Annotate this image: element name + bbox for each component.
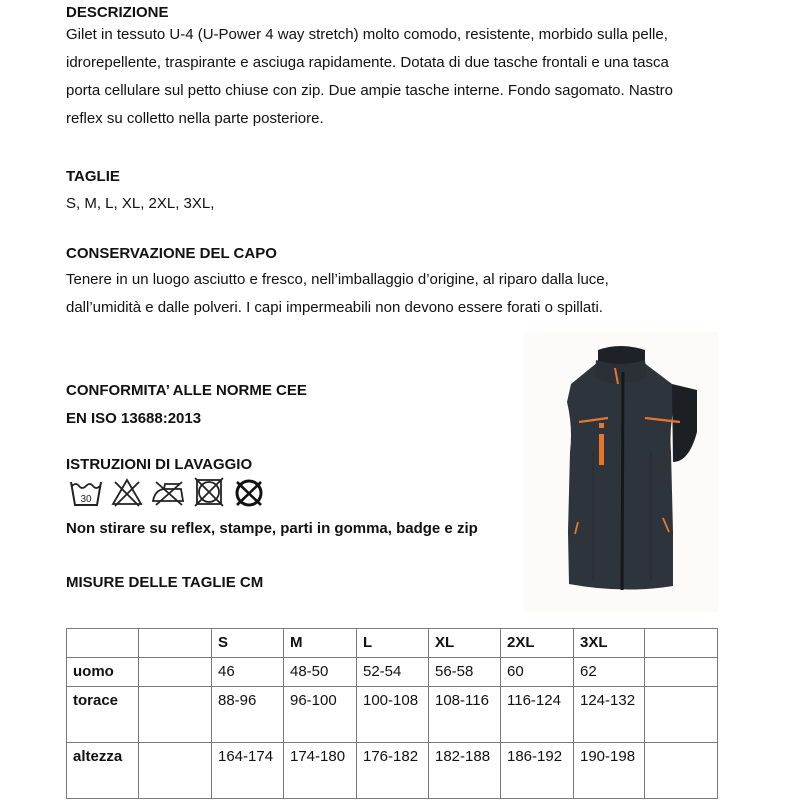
table-cell: 176-182 <box>357 743 429 799</box>
wash-temp-label: 30 <box>80 494 92 505</box>
no-iron-icon <box>150 476 186 508</box>
row-label: torace <box>67 687 139 743</box>
table-header-cell: M <box>284 629 357 658</box>
description-line: reflex su colletto nella parte posteriore. <box>66 110 324 127</box>
no-bleach-icon <box>111 476 143 508</box>
row-label: altezza <box>67 743 139 799</box>
table-cell: 96-100 <box>284 687 357 743</box>
table-header-cell: XL <box>429 629 501 658</box>
table-cell: 116-124 <box>501 687 574 743</box>
care-line: dall’umidità e dalle polveri. I capi impermeabili non devono essere forati o spillati. <box>66 299 603 316</box>
compliance-heading: CONFORMITA’ ALLE NORME CEE <box>66 382 307 399</box>
description-heading: DESCRIZIONE <box>66 4 169 21</box>
table-cell <box>139 658 212 687</box>
table-cell: 56-58 <box>429 658 501 687</box>
table-cell: 108-116 <box>429 687 501 743</box>
care-heading: CONSERVAZIONE DEL CAPO <box>66 245 277 262</box>
table-cell <box>139 687 212 743</box>
description-line: porta cellulare sul petto chiuse con zip. Due ampie tasche interne. Fondo sagomato. Nastro <box>66 82 674 99</box>
care-text <box>66 266 609 322</box>
care-line: Tenere in un luogo asciutto e fresco, nell’imballaggio d’origine, al riparo dalla luce, <box>66 271 609 288</box>
table-cell: 88-96 <box>212 687 284 743</box>
table-header-row <box>67 629 718 658</box>
description-text <box>66 21 673 133</box>
table-cell <box>645 658 718 687</box>
washing-note: Non stirare su reflex, stampe, parti in gomma, badge e zip <box>66 520 478 537</box>
description-line: Gilet in tessuto U-4 (U-Power 4 way stretch) molto comodo, resistente, morbido sulla pelle, <box>66 26 668 43</box>
table-cell: 100-108 <box>357 687 429 743</box>
no-dry-clean-icon <box>232 476 266 508</box>
table-cell: 164-174 <box>212 743 284 799</box>
wash-30-icon <box>68 476 104 508</box>
compliance-standard: EN ISO 13688:2013 <box>66 410 202 427</box>
table-header-cell: S <box>212 629 284 658</box>
table-cell <box>645 743 718 799</box>
table-cell: 52-54 <box>357 658 429 687</box>
wash-symbols <box>68 476 273 508</box>
table-cell: 182-188 <box>429 743 501 799</box>
table-header-cell: L <box>357 629 429 658</box>
table-cell: 62 <box>574 658 645 687</box>
no-tumble-dry-icon <box>193 476 225 508</box>
table-row <box>67 743 718 799</box>
description-line: idrorepellente, traspirante e asciuga rapidamente. Dotata di due tasche frontali e una tasca <box>66 54 669 71</box>
table-header-cell <box>139 629 212 658</box>
table-cell <box>139 743 212 799</box>
table-header-cell <box>645 629 718 658</box>
table-cell: 124-132 <box>574 687 645 743</box>
sizes-list: S, M, L, XL, 2XL, 3XL, <box>66 195 215 212</box>
table-cell: 174-180 <box>284 743 357 799</box>
table-row <box>67 687 718 743</box>
table-header-cell: 3XL <box>574 629 645 658</box>
table-row <box>67 658 718 687</box>
table-cell <box>645 687 718 743</box>
table-header-cell: 2XL <box>501 629 574 658</box>
table-header-cell <box>67 629 139 658</box>
vest-image <box>523 332 718 612</box>
table-cell: 46 <box>212 658 284 687</box>
product-photo <box>523 332 718 612</box>
size-chart-heading: MISURE DELLE TAGLIE CM <box>66 574 264 591</box>
size-chart-table <box>66 628 718 799</box>
washing-heading: ISTRUZIONI DI LAVAGGIO <box>66 456 253 473</box>
row-label: uomo <box>67 658 139 687</box>
table-cell: 48-50 <box>284 658 357 687</box>
table-cell: 190-198 <box>574 743 645 799</box>
sizes-heading: TAGLIE <box>66 168 120 185</box>
table-cell: 186-192 <box>501 743 574 799</box>
table-cell: 60 <box>501 658 574 687</box>
